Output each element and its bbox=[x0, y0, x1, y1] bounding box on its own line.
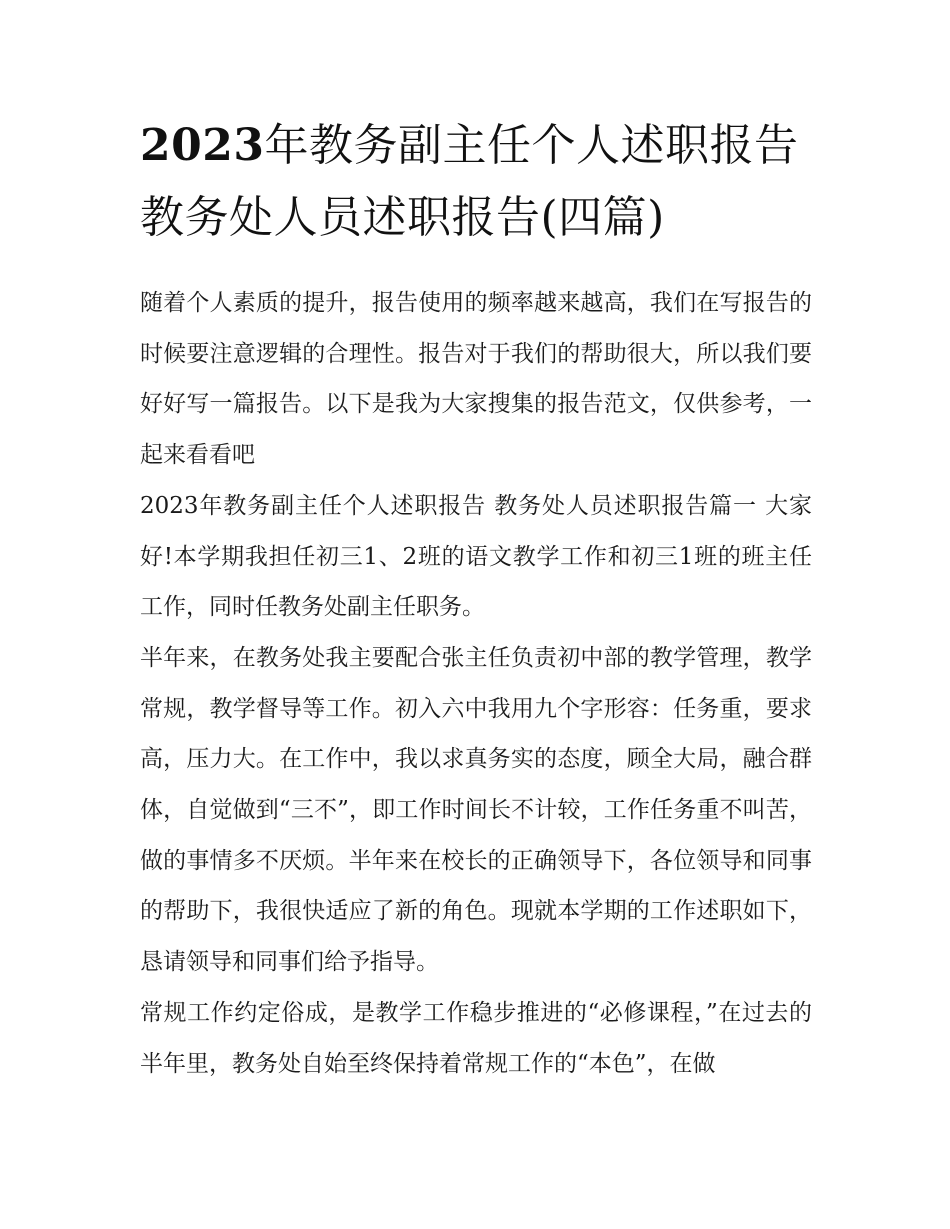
title-year: 2023 bbox=[140, 120, 265, 171]
paragraph-intro: 随着个人素质的提升，报告使用的频率越来越高，我们在写报告的时候要注意逻辑的合理性。报告对于我们的帮助很大，所以我们要好好写一篇报告。以下是我为大家搜集的报告范文，仅供参考，一起来看看吧 bbox=[140, 290, 812, 469]
title-text: 年教务副主任个人述职报告 教务处人员述职报告(四篇) bbox=[140, 120, 799, 243]
document-body bbox=[140, 278, 812, 1089]
paragraph-half-year: 半年来，在教务处我主要配合张主任负责初中部的教学管理，教学常规，教学督导等工作。初入六中我用九个字形容：任务重，要求高，压力大。在工作中，我以求真务实的态度，顾全大局，融合群体，自觉做到“三不”，即工作时间长不计较，工作任务重不叫苦，做的事情多不厌烦。半年来在校长的正确领导下，各位领导和同事的帮助下，我很快适应了新的角色。现就本学期的工作述职如下，恳请领导和同事们给予指导。 bbox=[140, 644, 812, 976]
paragraph-routine-work: 常规工作约定俗成，是教学工作稳步推进的“必修课程，”在过去的半年里，教务处自始至终保持着常规工作的“本色”，在做 bbox=[140, 999, 812, 1077]
document-title bbox=[140, 110, 820, 254]
paragraph-opening: 2023年教务副主任个人述职报告 教务处人员述职报告篇一 大家好!本学期我担任初三1、2班的语文教学工作和初三1班的班主任工作，同时任教务处副主任职务。 bbox=[140, 492, 812, 621]
